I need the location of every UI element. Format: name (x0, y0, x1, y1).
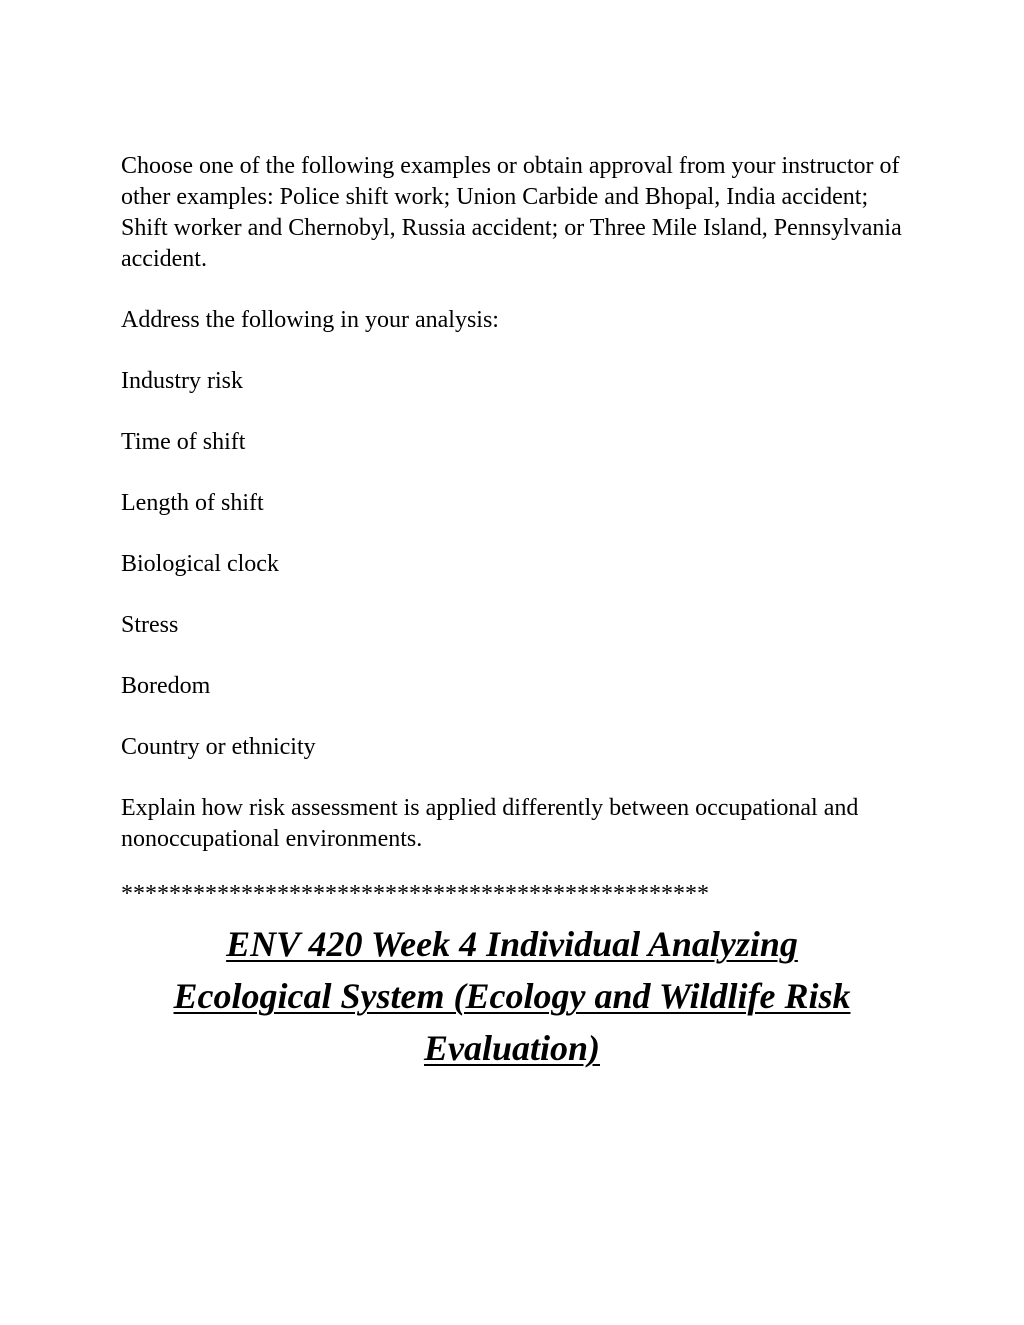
list-item: Length of shift (121, 490, 264, 516)
heading-line-2: Ecological System (Ecology and Wildlife Risk (173, 976, 851, 1016)
section-heading (121, 918, 903, 1074)
analysis-topics-list (121, 366, 911, 763)
explain-paragraph: Explain how risk assessment is applied differently between occupational and nonoccupational environments. (121, 795, 859, 852)
heading-line-3: Evaluation) (423, 1028, 601, 1068)
list-item: Time of shift (121, 429, 246, 455)
asterisk-separator: ************************************************* (121, 881, 709, 907)
list-item: Industry risk (121, 368, 243, 394)
address-prompt: Address the following in your analysis: (121, 307, 499, 333)
list-item: Biological clock (121, 551, 279, 577)
heading-line-1: ENV 420 Week 4 Individual Analyzing (226, 924, 798, 964)
intro-paragraph: Choose one of the following examples or obtain approval from your instructor of other examples: Police shift work; Union Carbide and Bhopal, India accident; Shift worker and Chernobyl, Russia accident; or Three Mile Island, Pennsylvania accident. (121, 153, 902, 272)
document-body (121, 151, 911, 910)
list-item: Stress (121, 612, 179, 638)
list-item: Boredom (121, 673, 211, 699)
list-item: Country or ethnicity (121, 734, 316, 760)
